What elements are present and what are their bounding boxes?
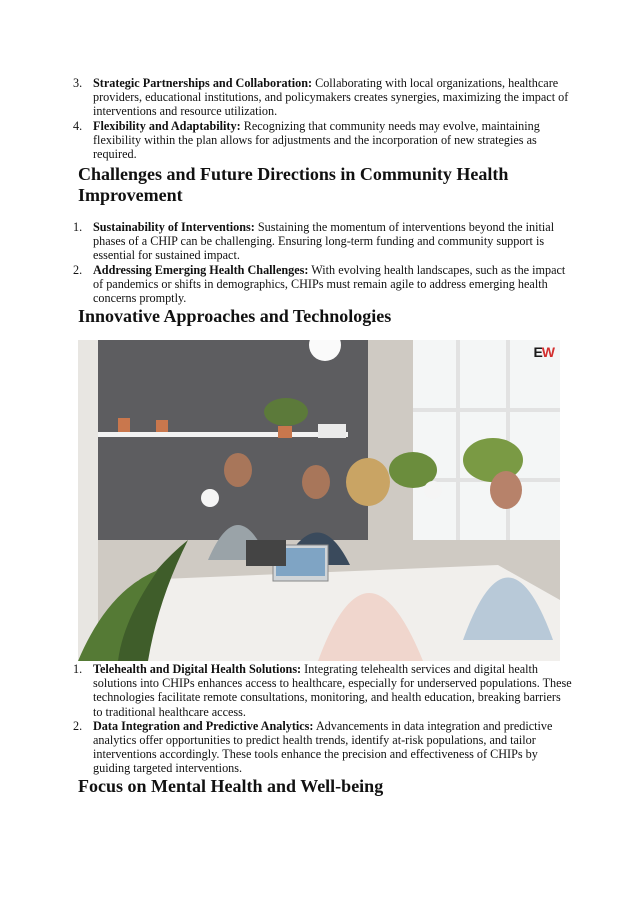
heading-mental-health: Focus on Mental Health and Well-being [78, 776, 384, 796]
list-number: 3. [73, 76, 83, 90]
list-text: Advancements in data integration and predictive analytics offer opportunities to predict health trends, identify at-risk populations, and tailor interventions accordingly. These tools enhance the precision and effectiveness of CHIPs by guiding targeted interventions. [93, 718, 553, 776]
list-item [73, 119, 573, 162]
partnership-list [73, 76, 573, 161]
heading-challenges: Challenges and Future Directions in Community Health Improvement [78, 164, 509, 205]
brand-logo: EW [533, 344, 554, 360]
list-text: Recognizing that community needs may evolve, maintaining flexibility within the plan allows for adjustments and the incorporation of new strategies as required. [93, 118, 540, 162]
heading-innovative: Innovative Approaches and Technologies [78, 306, 392, 326]
list-text: Collaborating with local organizations, healthcare providers, educational institutions, and policymakers creates synergies, maximizing the impact of interventions and resource utilization. [93, 76, 569, 119]
office-team-photo [78, 340, 560, 661]
list-item [73, 76, 573, 119]
photo-illustration [78, 340, 560, 661]
challenges-list [73, 220, 573, 305]
list-term: Addressing Emerging Health Challenges: [93, 262, 309, 277]
list-term: Telehealth and Digital Health Solutions: [93, 662, 302, 676]
list-item [73, 263, 573, 306]
list-number: 2. [73, 718, 83, 733]
list-term: Strategic Partnerships and Collaboration: [93, 76, 313, 90]
list-number: 1. [73, 662, 83, 676]
list-term: Data Integration and Predictive Analytics: [93, 718, 314, 733]
list-number: 1. [73, 220, 83, 234]
list-number: 2. [73, 262, 83, 277]
list-item [73, 719, 573, 776]
list-term: Sustainability of Interventions: [93, 220, 255, 234]
list-item [73, 220, 573, 263]
list-item [73, 662, 573, 719]
list-number: 4. [73, 118, 83, 133]
list-text: Sustaining the momentum of interventions beyond the initial phases of a CHIP can be challenging. Ensuring long-term funding and community support is essential for sustained impact. [93, 220, 555, 263]
list-term: Flexibility and Adaptability: [93, 118, 241, 133]
list-text: With evolving health landscapes, such as the impact of pandemics or shifts in demographics, CHIPs must remain agile to address emerging health concerns promptly. [93, 262, 566, 306]
list-text: Integrating telehealth services and digital health solutions into CHIPs enhances access to healthcare, especially for underserved populations. These technologies facilitate remote consultations, monitoring, and health education, breaking barriers to traditional healthcare access. [93, 662, 572, 719]
technologies-list [73, 662, 573, 776]
